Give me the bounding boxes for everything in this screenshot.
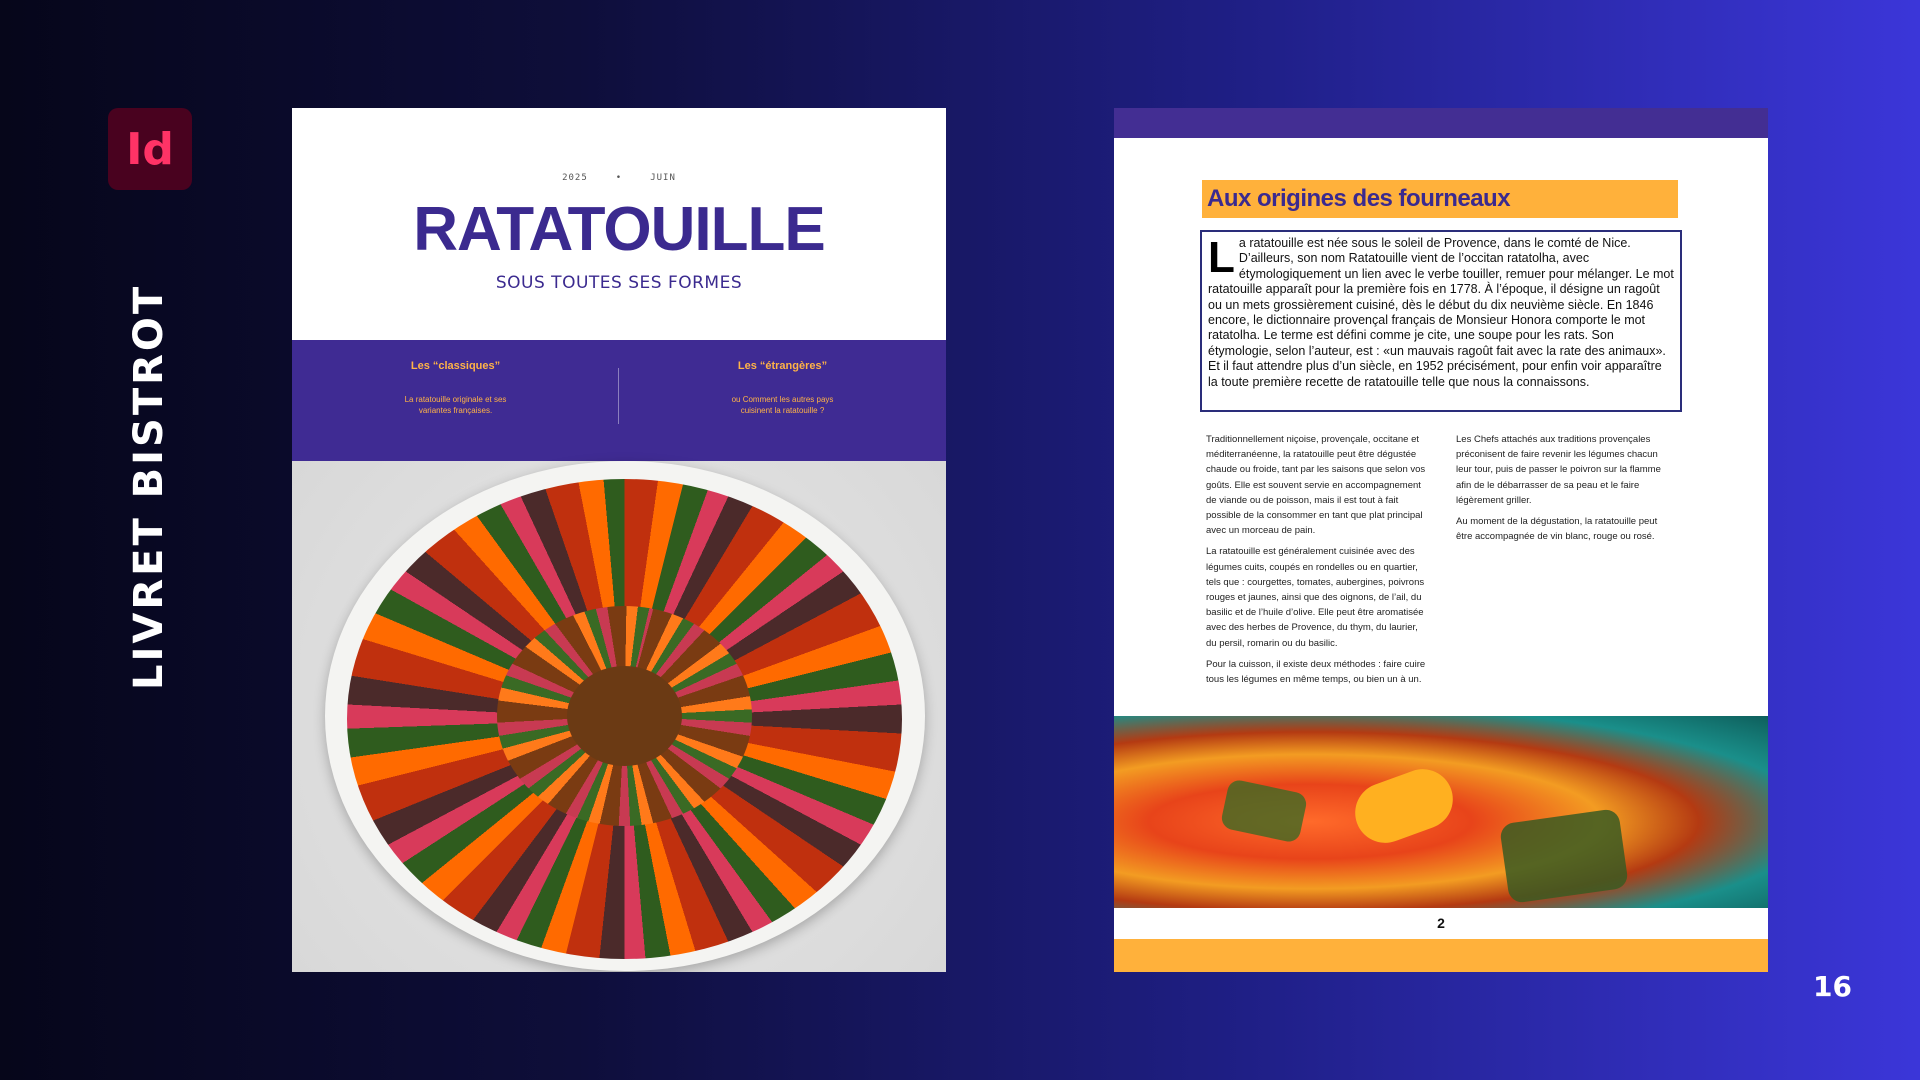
sauce-core — [567, 666, 682, 766]
ratatouille-photo — [292, 461, 946, 972]
cover-column-foreign — [619, 340, 946, 461]
cover-subtitle: SOUS TOUTES SES FORMES — [495, 273, 743, 293]
cover-column-classics — [292, 340, 619, 461]
article-heading-bar — [1202, 180, 1678, 218]
cover-page — [292, 108, 946, 972]
column-heading: Les “classiques” — [410, 360, 501, 372]
body-column-left — [1206, 432, 1426, 693]
cover-title: RATATOUILLE — [413, 195, 825, 264]
date-separator: • — [615, 173, 623, 183]
page-folio: 2 — [1114, 908, 1768, 939]
article-heading: Aux origines des fourneaux — [1207, 185, 1511, 212]
zucchini-piece — [1499, 808, 1629, 904]
top-bar — [1114, 108, 1768, 138]
zucchini-piece — [1220, 778, 1309, 844]
intro-text: a ratatouille est née sous le soleil de Provence, dans le comté de Nice. D’ailleurs, son nom Ratatouille vient de l’occitan ratatolha, avec étymologiquement un lien avec le verbe touiller, remuer pour mélanger. Le mot ratatouille apparaît pour la première fois en 1778. À l’époque, il désigne un ragoût ou un mets grossièrement cuisiné, dès le début du dix neuvième siècle. En 1846 encore, le dictionnaire provençal français de Monsieur Honora comporte le mot ratatolha. Le terme est défini comme je cite, une soupe pour les rats. Son étymologie, selon l’auteur, est : «un mauvais ragoût fait avec la rate des animaux». Et il faut attendre plus d’un siècle, en 1952 précisément, pour enfin voir apparaître la toute première recette de ratatouille telle que nous la connaissons. — [1208, 236, 1674, 389]
pepper-piece — [1347, 761, 1461, 852]
cover-date — [292, 108, 946, 183]
cover-month: JUIN — [650, 173, 676, 183]
paragraph: Traditionnellement niçoise, provençale, occitane et méditerranéenne, la ratatouille peut être dégustée chaude ou froide, tant par les saisons que selon vos goûts. Elle est souvent servie en accompagnement de viande ou de poisson, mais il est tout à fait possible de la consommer en tant que plat principal avec un morceau de pain. — [1206, 434, 1426, 537]
article-page — [1114, 108, 1768, 972]
indesign-logo: Id — [108, 108, 192, 190]
slide-number: 16 — [1813, 970, 1852, 1003]
paragraph: Pour la cuisson, il existe deux méthodes : faire cuire tous les légumes en même temps, ou bien un à un. — [1206, 658, 1426, 686]
column-heading: Les “étrangères” — [737, 360, 828, 372]
column-text: La ratatouille originale et ses variantes françaises. — [404, 395, 507, 415]
cover-band — [292, 340, 946, 461]
deck-title: LIVRET BISTROT — [126, 283, 172, 690]
cover-year: 2025 — [562, 173, 588, 183]
drop-cap: L — [1208, 233, 1235, 282]
body-column-right — [1456, 432, 1676, 693]
body-columns — [1206, 432, 1676, 693]
paragraph: La ratatouille est généralement cuisinée avec des légumes cuits, coupés en rondelles ou en quartier, tels que : courgettes, tomates, aubergines, poivrons rouges et jaunes, ainsi que des oignons, de l’ail, du basilic et de l’huile d’olive. Elle peut être aromatisée avec des herbes de Provence, du thym, du laurier, du persil, romarin ou du basilic. — [1206, 546, 1425, 649]
cover-header — [292, 108, 946, 340]
column-divider — [618, 368, 619, 424]
column-text: ou Comment les autres pays cuisinent la ratatouille ? — [731, 395, 834, 415]
stew-photo — [1114, 716, 1768, 908]
paragraph: Au moment de la dégustation, la ratatouille peut être accompagnée de vin blanc, rouge ou rosé. — [1456, 516, 1658, 543]
intro-box — [1200, 230, 1682, 412]
paragraph: Les Chefs attachés aux traditions provençales préconisent de faire revenir les légumes chacun leur tour, puis de passer le poivron sur la flamme afin de le débarrasser de sa peau et le faire légèrement griller. — [1456, 434, 1661, 506]
bottom-bar — [1114, 939, 1768, 972]
